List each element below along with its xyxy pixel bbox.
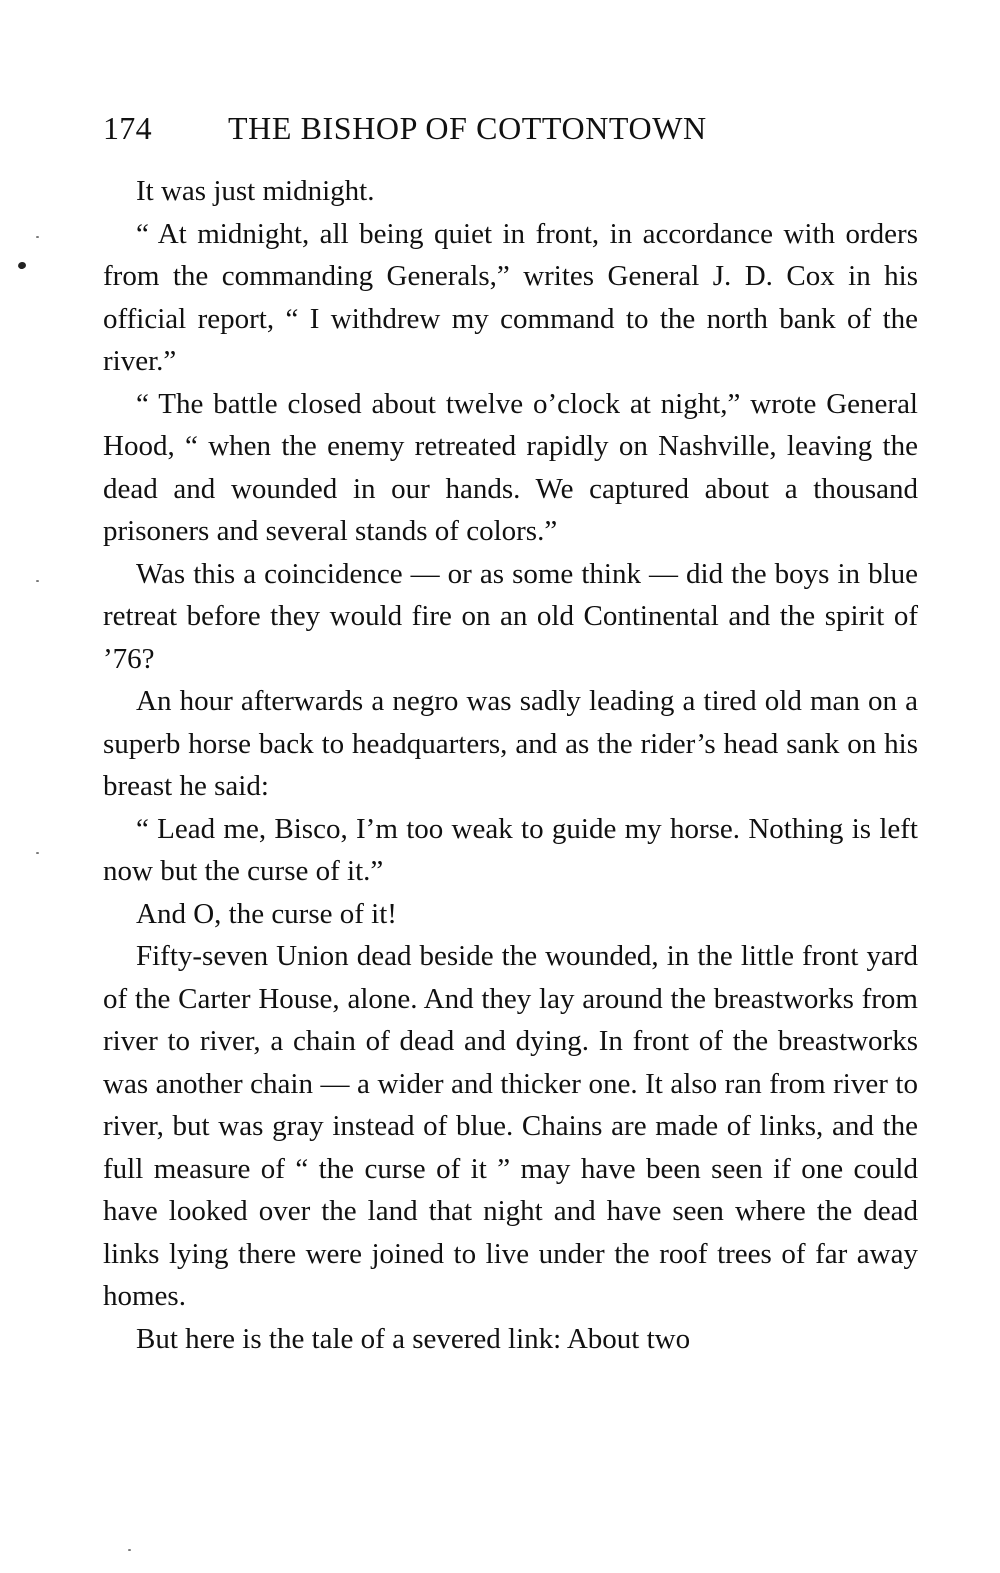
paragraph: “ The battle closed about twelve o’clock at night,” wrote General Hood, “ when the enemy retreated rapidly on Nashville, leaving the dead and wounded in our hands. We captured about a thousand prisoners and several stands of colors.” <box>103 387 918 547</box>
paragraph: But here is the tale of a severed link: About two <box>136 1322 691 1355</box>
body-text <box>103 170 918 1360</box>
paragraph: Fifty-seven Union dead beside the wounded, in the little front yard of the Carter House, alone. And they lay around the breastworks from river to river, a chain of dead and dying. In front of the breastworks was another chain — a wider and thicker one. It also ran from river to river, but was gray instead of blue. Chains are made of links, and the full measure of “ the curse of it ” may have been seen if one could have looked over the land that night and have seen where the dead links lying there were joined to live under the roof trees of far away homes. <box>103 940 918 1312</box>
ink-speck <box>128 1549 131 1551</box>
ink-speck <box>36 236 39 238</box>
paragraph: “ Lead me, Bisco, I’m too weak to guide my horse. Nothing is left now but the curse of it.” <box>103 812 918 887</box>
paragraph: Was this a coincidence — or as some think — did the boys in blue retreat before they would fire on an old Continental and the spirit of ’76? <box>103 557 918 675</box>
paragraph: It was just midnight. <box>136 175 375 207</box>
paragraph: “ At midnight, all being quiet in front, in accordance with orders from the commanding Generals,” writes General J. D. Cox in his official report, “ I withdrew my command to the north bank of the river.” <box>103 217 918 377</box>
paragraph: And O, the curse of it! <box>136 897 397 930</box>
paragraph: An hour afterwards a negro was sadly leading a tired old man on a superb horse back to headquarters, and as the rider’s head sank on his breast he said: <box>103 685 918 802</box>
page-number: 174 <box>103 110 152 146</box>
book-title: THE BISHOP OF COTTONTOWN <box>228 110 707 146</box>
ink-speck <box>36 580 39 582</box>
ink-blot <box>17 261 27 270</box>
ink-speck <box>36 852 39 854</box>
running-head <box>103 108 918 148</box>
